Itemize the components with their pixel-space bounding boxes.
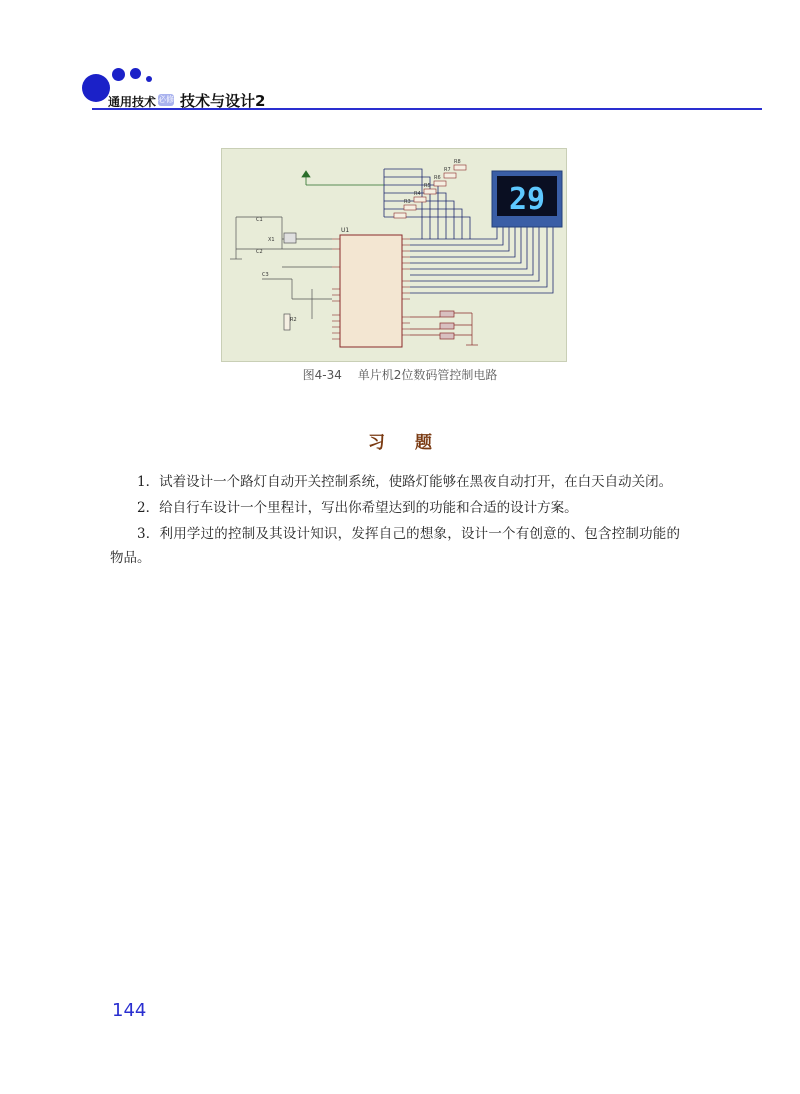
label-x1: X1 — [268, 237, 275, 243]
display-digits: 29 — [508, 182, 546, 217]
exercise-item: 2．给自行车设计一个里程计，写出你希望达到的功能和合适的设计方案。 — [137, 500, 578, 516]
exercise-item: 1．试着设计一个路灯自动开关控制系统，使路灯能够在黑夜自动打开，在白天自动关闭。 — [137, 474, 673, 490]
label-r6: R6 — [434, 175, 441, 181]
label-c3: C3 — [262, 272, 269, 278]
book-title: 技术与设计2 — [180, 92, 266, 110]
label-r3: R3 — [404, 199, 411, 205]
figure-caption — [0, 366, 800, 383]
label-u1: U1 — [341, 227, 350, 234]
page-number: 144 — [112, 1000, 147, 1021]
exercise-item: 3．利用学过的控制及其设计知识，发挥自己的想象，设计一个有创意的、包含控制功能的物品。 — [110, 526, 680, 566]
series-name: 通用技术 — [108, 95, 157, 109]
label-r4: R4 — [414, 191, 421, 197]
exercise-list — [110, 470, 680, 572]
mcu-chip — [340, 235, 402, 347]
caption-number: 图4-34 — [302, 368, 342, 382]
label-r7: R7 — [444, 167, 451, 173]
label-r8: R8 — [454, 159, 461, 165]
page-header — [0, 0, 800, 120]
circuit-diagram — [222, 149, 566, 361]
label-c2: C2 — [256, 249, 263, 255]
label-r2: R2 — [290, 317, 297, 323]
required-badge: 必修 — [158, 95, 174, 104]
circuit-figure — [221, 148, 567, 362]
section-title: 习题 — [368, 433, 462, 453]
caption-text: 单片机2位数码管控制电路 — [357, 368, 498, 382]
label-c1: C1 — [256, 217, 263, 223]
label-r5: R5 — [424, 183, 431, 189]
